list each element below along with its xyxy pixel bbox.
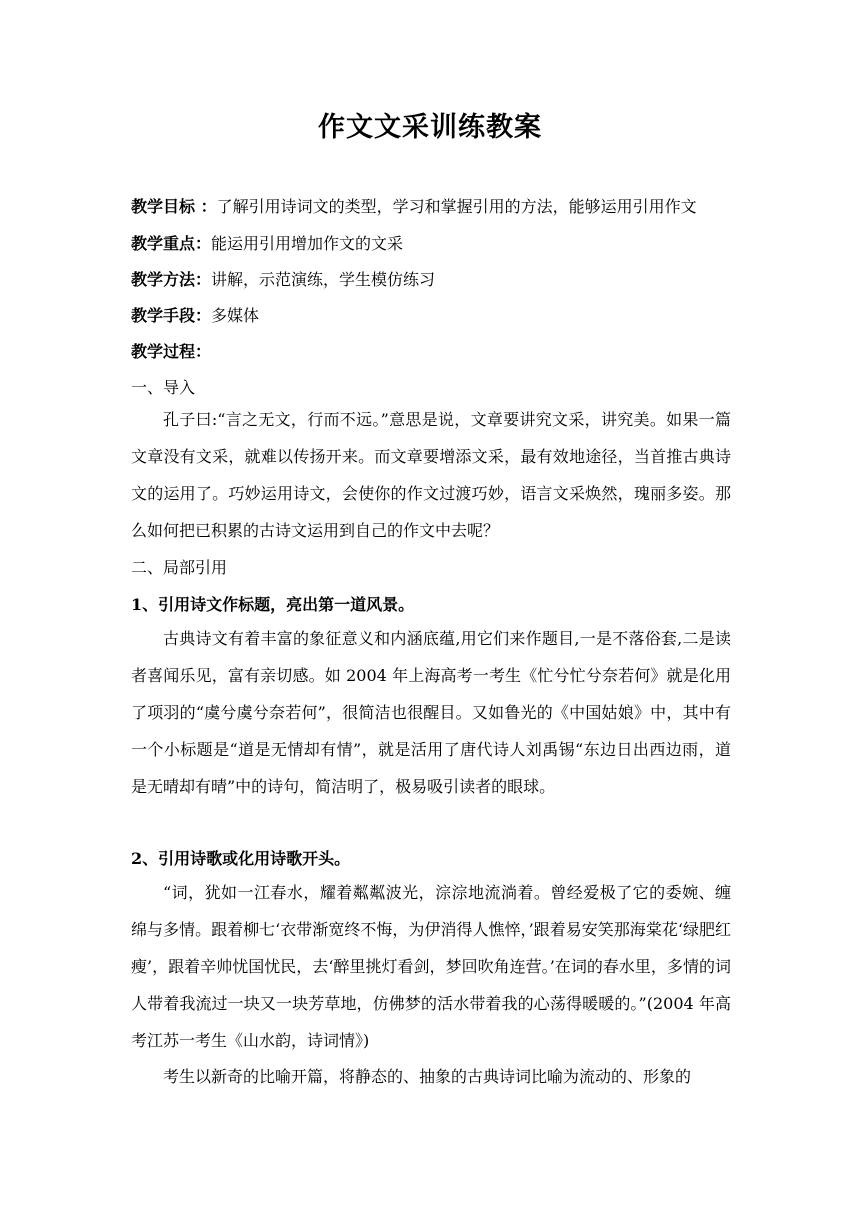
focus-text: 能运用引用增加作文的文采 (211, 234, 404, 253)
point1-heading: 1、引用诗文作标题，亮出第一道风景。 (131, 595, 415, 614)
focus-line (131, 233, 741, 255)
point2-comment: 考生以新奇的比喻开篇，将静态的、抽象的古典诗词比喻为流动的、形象的 (163, 1067, 692, 1086)
page-title: 作文文采训练教案 (318, 112, 542, 143)
method-label: 教学方法： (131, 270, 212, 289)
point1-paragraph: 古典诗文有着丰富的象征意义和内涵底蕴,用它们来作题目,一是不落俗套,二是读者喜闻乐见，富有亲切感。如 2004 年上海高考一考生《忙兮忙兮奈若何》就是化用了项羽的“虞兮虞兮奈若何”，很简洁也很醒目。又如鲁光的《中国姑娘》中，其中有一个小标题是“道是无情却有情”，就是活用了唐代诗人刘禹锡“东边日出西边雨，道是无晴却有晴”中的诗句，简洁明了，极易吸引读者的眼球。 (131, 629, 731, 796)
focus-label: 教学重点： (131, 234, 212, 253)
means-line (131, 305, 741, 327)
means-label: 教学手段： (131, 306, 212, 325)
section-heading-intro: 一、导入 (131, 378, 196, 397)
process-label: 教学过程： (131, 342, 212, 361)
method-text: 讲解，示范演练，学生模仿练习 (211, 270, 436, 289)
point2-heading: 2、引用诗歌或化用诗歌开头。 (131, 849, 351, 868)
objective-text: 了解引用诗词文的类型，学习和掌握引用的方法，能够运用引用作文 (216, 197, 697, 216)
objective-label: 教学目标 ： (131, 197, 217, 216)
method-line (131, 269, 741, 291)
intro-paragraph: 孔子曰:“言之无文，行而不远。”意思是说，文章要讲究文采，讲究美。如果一篇文章没有文采，就难以传扬开来。而文章要增添文采，最有效地途径，当首推古典诗文的运用了。巧妙运用诗文，会使你的作文过渡巧妙，语言文采焕然，瑰丽多姿。那么如何把已积累的古诗文运用到自己的作文中去呢？ (131, 410, 731, 540)
point2-paragraph: “词，犹如一江春水，耀着粼粼波光，淙淙地流淌着。曾经爱极了它的委婉、缠绵与多情。跟着柳七‘衣带渐宽终不悔，为伊消得人憔悴，’跟着易安笑那海棠花‘绿肥红瘦’，跟着辛帅忧国忧民，去‘醉里挑灯看剑，梦回吹角连营。’在词的春水里，多情的词人带着我流过一块又一块芳草地，仿佛梦的活水带着我的心荡得暖暖的。”(2004 年高考江苏一考生《山水韵，诗词情》) (131, 883, 731, 1050)
section-heading-partial-quote: 二、局部引用 (131, 558, 228, 577)
objective-line (131, 196, 741, 218)
means-text: 多媒体 (211, 306, 260, 325)
